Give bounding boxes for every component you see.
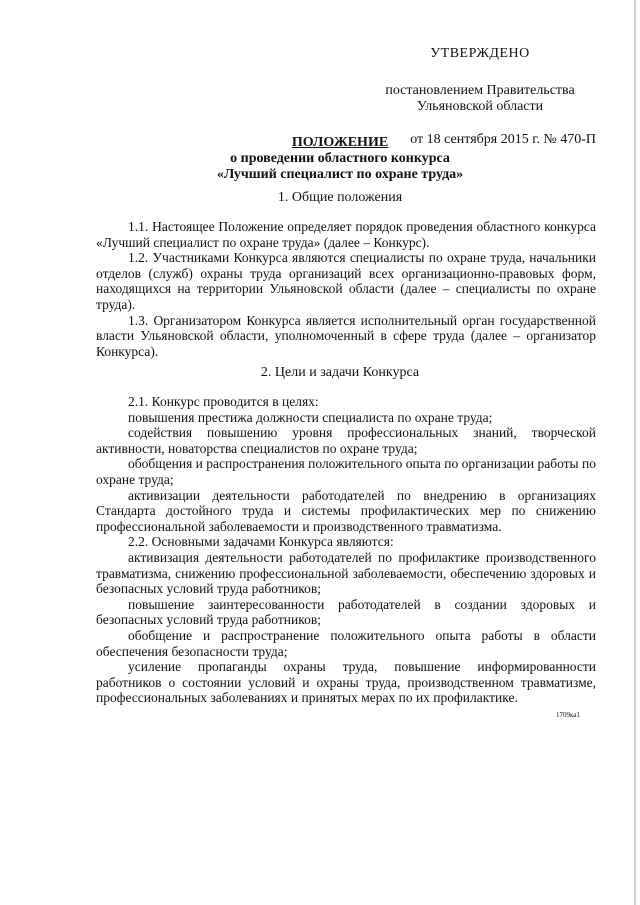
paragraph: обобщение и распространение положительного опыта работы в области обеспечения безопасности труда;	[96, 627, 596, 659]
section-2-body	[96, 394, 596, 706]
paragraph: обобщения и распространения положительного опыта по организации работы по охране труда;	[96, 456, 596, 487]
approval-date-line: от 18 сентября 2015 г. № 470-П	[410, 132, 596, 147]
approval-stamp	[360, 46, 600, 148]
section-1-heading: 1. Общие положения	[277, 190, 403, 205]
approval-by-line-1: постановлением Правительства	[385, 83, 575, 98]
section-2-heading: 2. Цели и задачи Конкурса	[260, 365, 420, 380]
paragraph: содействия повышению уровня профессиональных знаний, творческой активности, новаторства специалистов по охране труда;	[96, 425, 596, 456]
scan-edge-bar	[634, 0, 636, 905]
document-title-line-2: о проведении областного конкурса	[230, 151, 450, 166]
approval-title: УТВЕРЖДЕНО	[430, 46, 530, 61]
document-title	[60, 135, 620, 183]
document-title-main: ПОЛОЖЕНИЕ	[291, 135, 389, 150]
paragraph: повышения престижа должности специалиста по охране труда;	[128, 409, 493, 425]
paragraph: 1.2. Участниками Конкурса являются специалисты по охране труда, начальники отделов (служб) охраны труда организаций всех организационно-правовых форм, находящихся на территории Ульяновской области (далее – специалисты по охране труда).	[96, 250, 596, 312]
paragraph: 1.3. Организатором Конкурса является исполнительный орган государственной власти Ульяновской области, уполномоченный в сфере труда (далее – организатор Конкурса).	[96, 312, 596, 359]
document-title-line-3: «Лучший специалист по охране труда»	[216, 167, 464, 182]
paragraph: активизации деятельности работодателей по внедрению в организациях Стандарта достойного труда и системы профилактических мер по снижению профессиональной заболеваемости и производственного травматизма.	[96, 487, 596, 534]
paragraph: усиление пропаганды охраны труда, повышение информированности работников о состоянии условий и охраны труда, производственном травматизме, профессиональных заболеваниях и принятых мерах по их профилактике.	[96, 659, 596, 706]
approval-by-line-2: Ульяновской области	[416, 99, 544, 114]
paragraph: повышение заинтересованности работодателей в создании здоровых и безопасных условий труда работников;	[96, 596, 596, 628]
section-1-body	[96, 219, 596, 359]
paragraph: 1.1. Настоящее Положение определяет порядок проведения областного конкурса «Лучший специалист по охране труда» (далее – Конкурс).	[96, 219, 596, 250]
footer-code: 1709ка1	[556, 711, 580, 719]
paragraph: 2.1. Конкурс проводится в целях:	[128, 394, 319, 409]
paragraph: активизация деятельности работодателей по профилактике производственного травматизма, снижению профессиональной заболеваемости, обеспечению здоровых и безопасных условий труда работников;	[96, 549, 596, 597]
paragraph: 2.2. Основными задачами Конкурса являются:	[128, 534, 394, 550]
